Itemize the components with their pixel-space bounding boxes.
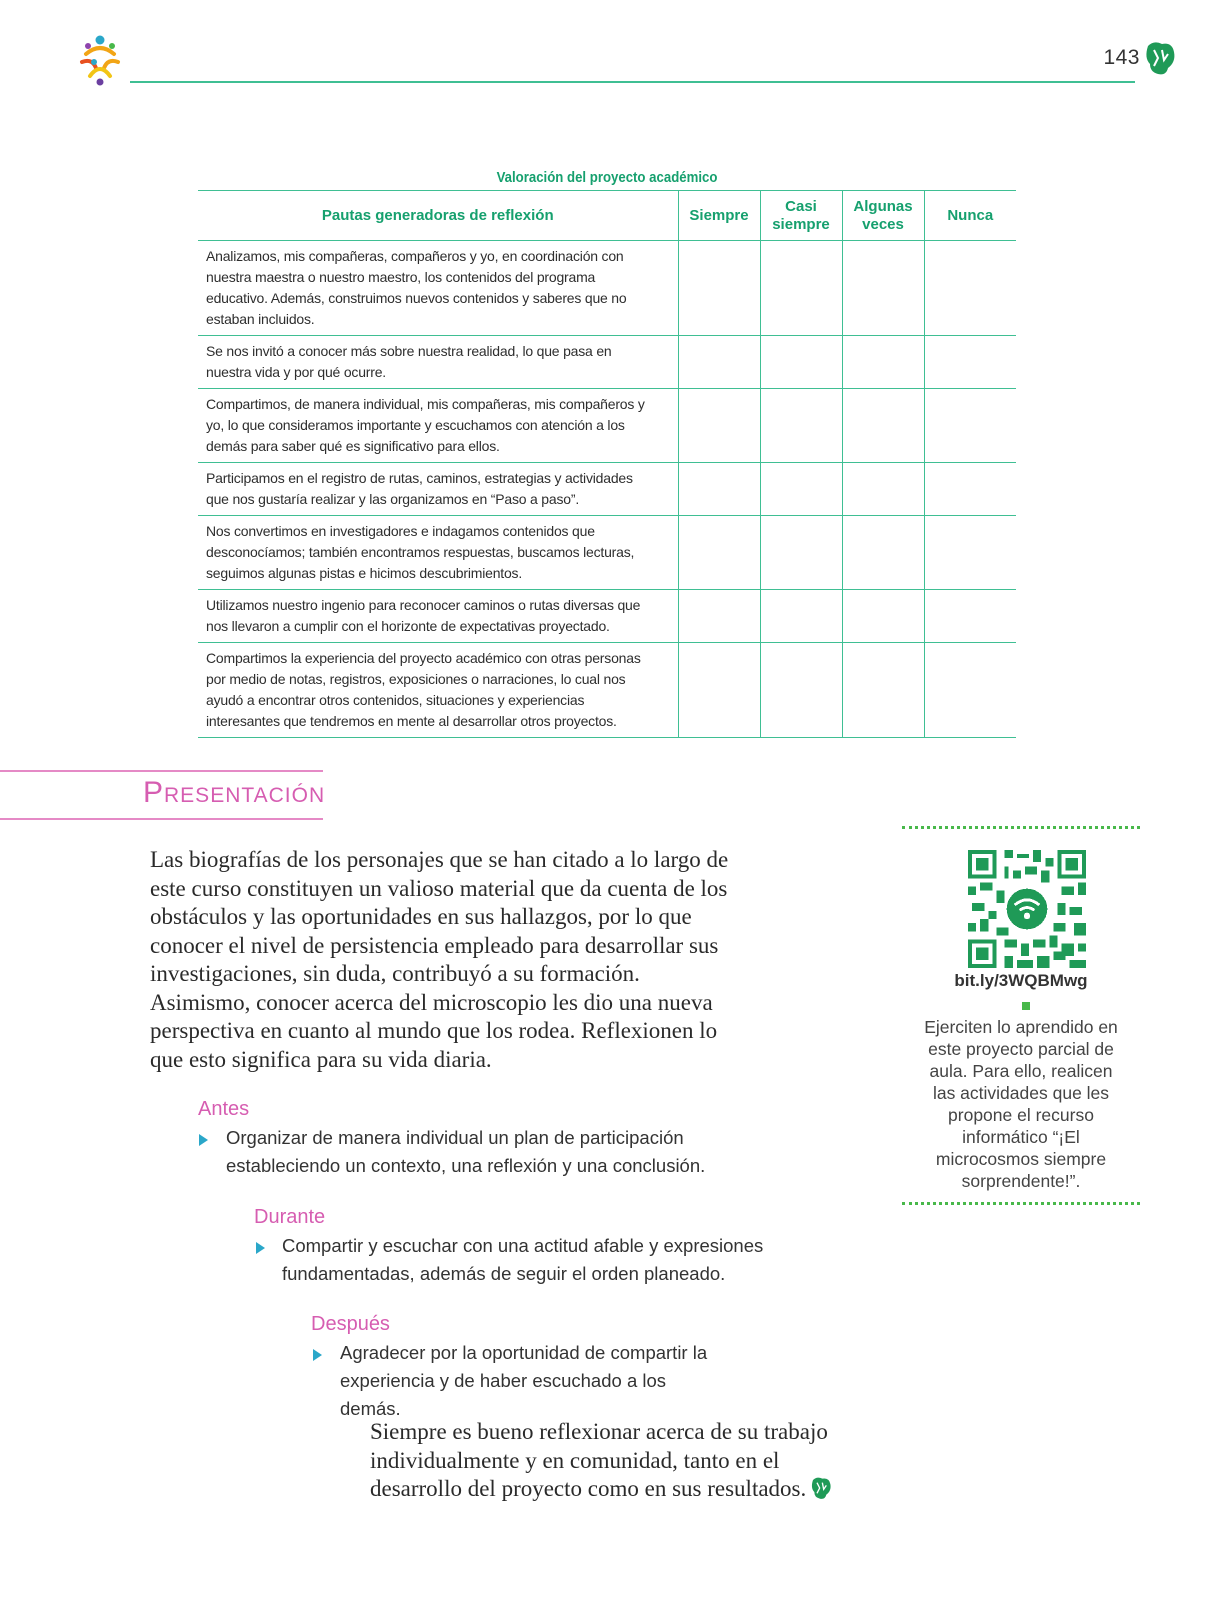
triangle-bullet-icon — [199, 1134, 208, 1146]
table-row — [198, 389, 1016, 463]
table-row — [198, 643, 1016, 738]
rating-cell[interactable] — [678, 516, 760, 590]
rating-cell[interactable] — [678, 463, 760, 516]
table-row — [198, 463, 1016, 516]
rating-cell[interactable] — [678, 590, 760, 643]
column-header-nunca: Nunca — [924, 191, 1016, 241]
section-title: Presentación — [143, 776, 326, 809]
header-rule — [130, 81, 1135, 83]
rating-cell[interactable] — [760, 336, 842, 389]
intro-paragraph: Las biografías de los personajes que se han citado a lo largo de este curso constituyen un valioso material que da cuenta de los obstáculos y las oportunidades en sus hallazgos, por lo que conocer el nivel de persistencia empleado para desarrollar sus investigaciones, sin duda, contribuyó a su formación. Asimismo, conocer acerca del microscopio les dio una nueva perspectiva en cuanto al mundo que los rodea. Reflexionen lo que esto significa para su vida diaria. — [150, 847, 729, 1072]
resource-description: Ejerciten lo aprendido en este proyecto parcial de aula. Para ello, realicen las actividades que les propone el recurso informático “¡El microcosmos siempre sorprendente!”. — [924, 1017, 1118, 1191]
evaluation-table-section — [198, 166, 1016, 738]
rating-cell[interactable] — [760, 463, 842, 516]
closing-paragraph — [370, 1418, 870, 1504]
rating-cell[interactable] — [842, 241, 924, 336]
step-label-durante: Durante — [254, 1206, 326, 1228]
rating-cell[interactable] — [760, 389, 842, 463]
table-row — [198, 241, 1016, 336]
rating-cell[interactable] — [924, 516, 1016, 590]
criterion-text: Utilizamos nuestro ingenio para reconocer caminos o rutas diversas que nos llevaron a cumplir con el horizonte de expectativas proyectado. — [198, 590, 678, 643]
table-row — [198, 590, 1016, 643]
resource-sidebar — [902, 826, 1140, 1206]
dotted-rule-top — [902, 826, 1140, 829]
rating-cell[interactable] — [924, 643, 1016, 738]
rating-cell[interactable] — [924, 590, 1016, 643]
step-label-antes: Antes — [198, 1098, 250, 1120]
triangle-bullet-icon — [313, 1349, 322, 1361]
rating-cell[interactable] — [760, 643, 842, 738]
column-header-siempre: Siempre — [678, 191, 760, 241]
column-header-casi-siempre: Casi siempre — [760, 191, 842, 241]
rating-cell[interactable] — [842, 389, 924, 463]
table-title: Valoración del proyecto académico — [496, 169, 718, 186]
section-rule-bottom — [0, 818, 323, 820]
rating-cell[interactable] — [678, 643, 760, 738]
page-number: 143 — [1103, 46, 1140, 69]
column-header-algunas-veces: Algunas veces — [842, 191, 924, 241]
green-glyph-icon — [810, 1476, 832, 1500]
rating-cell[interactable] — [842, 643, 924, 738]
resource-link[interactable]: bit.ly/3WQBMwg — [954, 971, 1088, 990]
step-label-despues: Después — [311, 1313, 390, 1335]
rating-cell[interactable] — [760, 590, 842, 643]
rating-cell[interactable] — [678, 241, 760, 336]
rating-cell[interactable] — [678, 336, 760, 389]
criterion-text: Compartimos, de manera individual, mis compañeras, mis compañeros y yo, lo que consideramos importante y escuchamos con atención a los demás para saber qué es significativo para ellos. — [198, 389, 678, 463]
rating-cell[interactable] — [924, 241, 1016, 336]
step-item-despues: Agradecer por la oportunidad de compartir la experiencia y de haber escuchado a los demás. — [340, 1342, 708, 1419]
step-item-antes: Organizar de manera individual un plan de participación estableciendo un contexto, una reflexión y una conclusión. — [226, 1127, 706, 1176]
evaluation-table — [198, 190, 1016, 738]
criterion-text: Participamos en el registro de rutas, caminos, estrategias y actividades que nos gustaría realizar y las organizamos en “Paso a paso”. — [198, 463, 678, 516]
triangle-bullet-icon — [256, 1242, 265, 1254]
criterion-text: Compartimos la experiencia del proyecto académico con otras personas por medio de notas, registros, exposiciones o narraciones, lo cual nos ayudó a encontrar otros contenidos, situaciones y experiencias interesantes que tendremos en mente al desarrollar otros proyectos. — [198, 643, 678, 738]
rating-cell[interactable] — [842, 463, 924, 516]
rating-cell[interactable] — [842, 516, 924, 590]
table-row — [198, 336, 1016, 389]
qr-code-icon[interactable] — [968, 850, 1086, 968]
rating-cell[interactable] — [924, 389, 1016, 463]
closing-text: Siempre es bueno reflexionar acerca de su trabajo individualmente y en comunidad, tanto en el desarrollo del proyecto como en sus resultados. — [370, 1419, 828, 1501]
dotted-rule-bottom — [902, 1202, 1140, 1205]
criterion-text: Se nos invitó a conocer más sobre nuestra realidad, lo que pasa en nuestra vida y por qué ocurre. — [198, 336, 678, 389]
green-glyph-icon — [1144, 40, 1176, 76]
green-square-icon — [1022, 1002, 1030, 1010]
section-rule-top — [0, 770, 323, 772]
criterion-text: Nos convertimos en investigadores e indagamos contenidos que desconocíamos; también encontramos respuestas, buscamos lecturas, seguimos algunas pistas e hicimos descubrimientos. — [198, 516, 678, 590]
rating-cell[interactable] — [678, 389, 760, 463]
dancing-figures-logo — [72, 32, 128, 88]
rating-cell[interactable] — [842, 336, 924, 389]
column-header-criteria: Pautas generadoras de reflexión — [198, 191, 678, 241]
table-row — [198, 516, 1016, 590]
step-item-durante: Compartir y escuchar con una actitud afable y expresiones fundamentadas, además de seguir el orden planeado. — [282, 1235, 764, 1284]
rating-cell[interactable] — [760, 516, 842, 590]
rating-cell[interactable] — [760, 241, 842, 336]
rating-cell[interactable] — [842, 590, 924, 643]
rating-cell[interactable] — [924, 463, 1016, 516]
criterion-text: Analizamos, mis compañeras, compañeros y yo, en coordinación con nuestra maestra o nuestro maestro, los contenidos del programa educativo. Además, construimos nuevos contenidos y saberes que no estaban incluidos. — [198, 241, 678, 336]
rating-cell[interactable] — [924, 336, 1016, 389]
